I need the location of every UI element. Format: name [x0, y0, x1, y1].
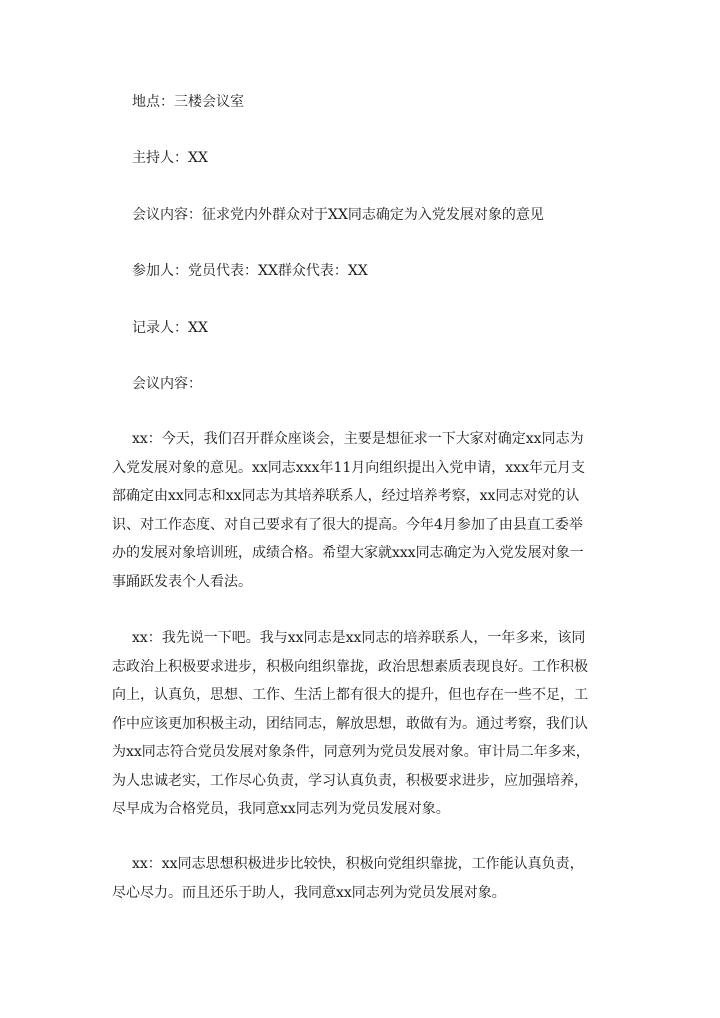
meeting-host: 主持人：XX — [132, 150, 208, 166]
meeting-content-label: 会议内容： — [132, 376, 202, 392]
paragraph-line: xx：xx同志思想积极进步比较快，积极向党组织靠拢，工作能认真负责， — [132, 856, 584, 872]
meeting-recorder: 记录人：XX — [132, 320, 208, 336]
paragraph-line: 识、对工作态度、对自己要求有了很大的提高。今年4月参加了由县直工委举 — [112, 516, 583, 533]
meeting-topic: 会议内容：征求党内外群众对于XX同志确定为入党发展对象的意见 — [132, 207, 544, 223]
paragraph-opening-remarks — [112, 425, 612, 596]
paragraph-line: 作中应该更加积极主动，团结同志，解放思想，敢做有为。通过考察，我们认 — [112, 715, 588, 732]
meeting-attendees: 参加人：党员代表：XX群众代表：XX — [132, 263, 368, 279]
paragraph-line: xx：我先说一下吧。我与xx同志是xx同志的培养联系人，一年多来，该同 — [132, 630, 586, 646]
paragraph-line: 尽心尽力。而且还乐于助人，我同意xx同志列为党员发展对象。 — [112, 884, 506, 901]
paragraph-line: 入党发展对象的意见。xx同志xxx年11月向组织提出入党申请，xxx年元月支 — [112, 459, 585, 476]
paragraph-line: 向上，认真负，思想、工作、生活上都有很大的提升，但也存在一些不足，工 — [112, 687, 588, 703]
paragraph-line: 部确定由xx同志和xx同志为其培养联系人，经过培养考察，xx同志对党的认 — [112, 488, 580, 504]
paragraph-line: 办的发展对象培训班，成绩合格。希望大家就xxx同志确定为入党发展对象一 — [112, 545, 584, 561]
paragraph-second-speaker — [112, 850, 612, 907]
meeting-location: 地点：三楼会议室 — [132, 94, 244, 110]
paragraph-line: 尽早成为合格党员，我同意xx同志列为党员发展对象。 — [112, 801, 450, 817]
paragraph-line: 事踊跃发表个人看法。 — [112, 573, 252, 590]
paragraph-line: 为人忠诚老实，工作尽心负责，学习认真负责，积极要求进步，应加强培养， — [112, 772, 588, 789]
paragraph-line: 志政治上积极要求进步，积极向组织靠拢，政治思想素质表现良好。工作积极 — [112, 658, 588, 675]
paragraph-first-speaker — [112, 624, 612, 824]
paragraph-line: 为xx同志符合党员发展对象条件，同意列为党员发展对象。审计局二年多来， — [112, 744, 590, 760]
paragraph-line: xx：今天，我们召开群众座谈会，主要是想征求一下大家对确定xx同志为 — [132, 431, 584, 447]
